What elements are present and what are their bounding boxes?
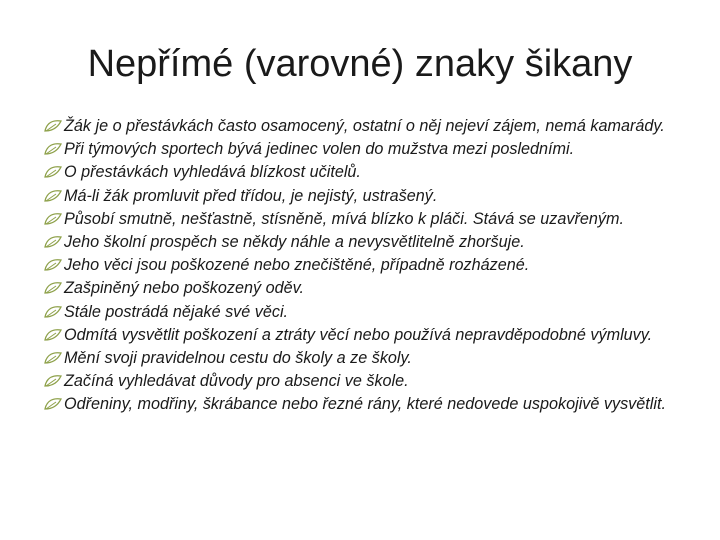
list-item	[44, 395, 694, 413]
list-item	[44, 372, 694, 390]
leaf-bullet-icon	[44, 351, 62, 365]
list-item	[44, 117, 694, 135]
leaf-bullet-icon	[44, 305, 62, 319]
list-item	[44, 349, 694, 367]
bullet-list	[44, 117, 694, 419]
leaf-bullet-icon	[44, 119, 62, 133]
bullet-text: Začíná vyhledávat důvody pro absenci ve škole.	[64, 372, 409, 391]
bullet-text: Má-li žák promluvit před třídou, je nejistý, ustrašený.	[64, 186, 438, 205]
leaf-bullet-icon	[44, 258, 62, 272]
bullet-text: Jeho věci jsou poškozené nebo znečištěné, případně rozházené.	[64, 256, 530, 275]
list-item	[44, 140, 694, 158]
list-item	[44, 233, 694, 251]
bullet-text: Působí smutně, nešťastně, stísněně, mívá blízko k pláči. Stává se uzavřeným.	[64, 209, 624, 228]
list-item	[44, 187, 694, 205]
bullet-text: Zašpiněný nebo poškozený oděv.	[64, 279, 304, 298]
bullet-text: Mění svoji pravidelnou cestu do školy a ze školy.	[64, 349, 412, 368]
list-item	[44, 210, 694, 228]
bullet-text: Odřeniny, modřiny, škrábance nebo řezné rány, které nedovede uspokojivě vysvětlit.	[64, 395, 666, 414]
leaf-bullet-icon	[44, 328, 62, 342]
leaf-bullet-icon	[44, 189, 62, 203]
bullet-text: Žák je o přestávkách často osamocený, ostatní o něj nejeví zájem, nemá kamarády.	[64, 117, 665, 135]
leaf-bullet-icon	[44, 281, 62, 295]
bullet-text: Stále postrádá nějaké své věci.	[64, 302, 289, 321]
list-item	[44, 303, 694, 321]
list-item	[44, 256, 694, 274]
list-item	[44, 163, 694, 181]
bullet-text: Při týmových sportech bývá jedinec volen do mužstva mezi posledními.	[64, 140, 575, 159]
list-item	[44, 279, 694, 297]
slide-title: Nepřímé (varovné) znaky šikany	[87, 43, 633, 85]
leaf-bullet-icon	[44, 142, 62, 156]
bullet-text: Jeho školní prospěch se někdy náhle a nevysvětlitelně zhoršuje.	[64, 233, 525, 252]
bullet-text: O přestávkách vyhledává blízkost učitelů.	[64, 163, 361, 182]
leaf-bullet-icon	[44, 235, 62, 249]
leaf-bullet-icon	[44, 374, 62, 388]
leaf-bullet-icon	[44, 165, 62, 179]
list-item	[44, 326, 694, 344]
leaf-bullet-icon	[44, 212, 62, 226]
bullet-text: Odmítá vysvětlit poškození a ztráty věcí nebo používá nepravděpodobné výmluvy.	[64, 325, 653, 344]
leaf-bullet-icon	[44, 397, 62, 411]
